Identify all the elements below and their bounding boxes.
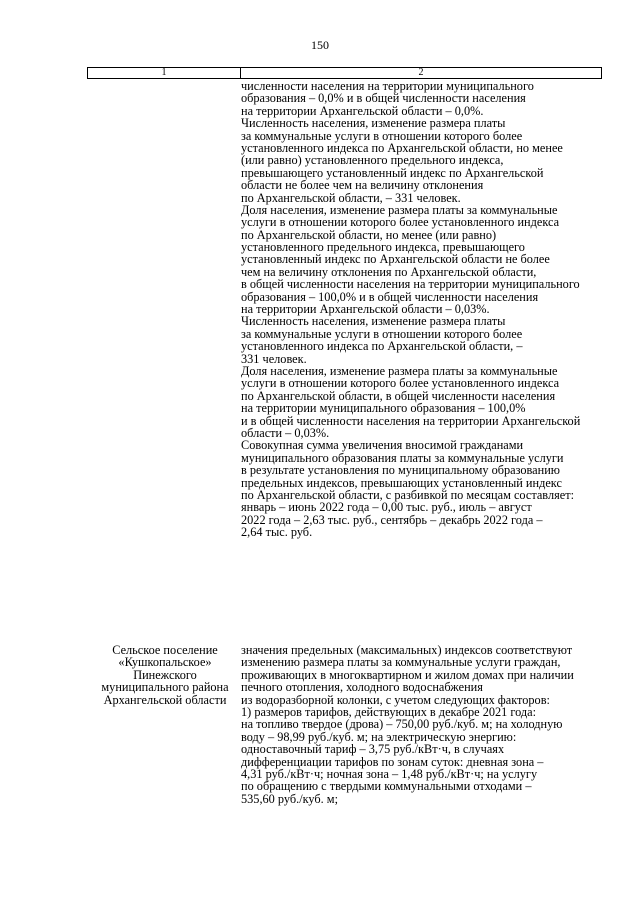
text-line: печного отопления, холодного водоснабжения — [241, 680, 483, 695]
row-continuation-text — [241, 80, 611, 538]
text-line: 2,64 тыс. руб. — [241, 525, 313, 540]
text-line: численности населения на территории муниципального — [241, 79, 534, 93]
text-line: образования – 100,0% и в общей численности населения — [241, 289, 539, 304]
text-line: области – 0,03%. — [241, 425, 330, 440]
text-line: услуги в отношении которого более установленного индекса — [241, 215, 560, 230]
text-line: предельных индексов, превышающих установленный индекс — [241, 475, 562, 490]
text-line: превышающего установленный индекс по Архангельской — [241, 165, 544, 180]
table-header-row — [87, 67, 602, 79]
text-line: установленный индекс по Архангельской области не более — [241, 252, 550, 267]
text-line: 1) размеров тарифов, действующих в декабре 2021 года: — [241, 704, 537, 719]
text-line: Совокупная сумма увеличения вносимой гражданами — [241, 438, 524, 453]
table-header-col-2: 2 — [418, 67, 424, 78]
text-line: установленного предельного индекса, превышающего — [241, 240, 525, 255]
table-header-col-1: 1 — [88, 68, 241, 78]
text-line: в результате установления по муниципальному образованию — [241, 463, 560, 478]
text-line: 331 человек. — [241, 351, 307, 366]
text-line: Численность населения, изменение размера платы — [241, 314, 506, 329]
text-line: на территории Архангельской области – 0,0%. — [241, 103, 484, 118]
text-line: (или равно) установленного предельного индекса, — [241, 153, 504, 168]
text-line: муниципального образования платы за коммунальные услуги — [241, 450, 564, 465]
text-line: изменению размера платы за коммунальные услуги граждан, — [241, 655, 561, 670]
text-line: 2022 года – 2,63 тыс. руб., сентябрь – декабрь 2022 года – — [241, 512, 543, 527]
text-line: январь – июнь 2022 года – 0,00 тыс. руб., июль – август — [241, 500, 532, 515]
text-line: Доля населения, изменение размера платы за коммунальные — [241, 363, 558, 378]
text-line: Пинежского — [133, 667, 197, 682]
text-line: Сельское поселение — [112, 643, 218, 657]
text-line: по Архангельской области, но менее (или равно) — [241, 227, 497, 242]
text-line: услуги в отношении которого более установленного индекса — [241, 376, 560, 391]
text-line: в общей численности населения на территории муниципального — [241, 277, 580, 292]
text-line: на топливо твердое (дрова) – 750,00 руб./куб. м; на холодную — [241, 717, 563, 732]
text-line: по Архангельской области, – 331 человек. — [241, 190, 461, 205]
text-line: и в общей численности населения на территории Архангельской — [241, 413, 581, 428]
text-line: за коммунальные услуги в отношении которого более — [241, 326, 523, 341]
text-line: 4,31 руб./кВт·ч; ночная зона – 1,48 руб./кВт·ч; на услугу — [241, 766, 538, 781]
page-number: 150 — [311, 38, 329, 52]
text-line: образования – 0,0% и в общей численности населения — [241, 91, 526, 106]
text-line: воду – 98,99 руб./куб. м; на электрическую энергию: — [241, 729, 517, 744]
text-line: 535,60 руб./куб. м; — [241, 791, 338, 806]
text-line: муниципального района — [101, 680, 229, 695]
text-line: «Кушкопальское» — [118, 655, 212, 670]
text-line: из водоразборной колонки, с учетом следующих факторов: — [241, 692, 550, 707]
text-line: на территории муниципального образования – 100,0% — [241, 401, 526, 416]
text-line: Доля населения, изменение размера платы за коммунальные — [241, 202, 558, 217]
text-line: по Архангельской области, в общей численности населения — [241, 388, 556, 403]
text-line: значения предельных (максимальных) индексов соответствуют — [241, 643, 573, 657]
text-line: установленного индекса по Архангельской области, – — [241, 339, 523, 354]
text-line: установленного индекса по Архангельской области, но менее — [241, 140, 563, 155]
text-line: области не более чем на величину отклонения — [241, 178, 484, 193]
municipality-name-cell — [90, 644, 240, 706]
text-line: на территории Архангельской области – 0,03%. — [241, 302, 490, 317]
text-line: одноставочный тариф – 3,75 руб./кВт·ч, в случаях — [241, 742, 505, 757]
text-line: Численность населения, изменение размера платы — [241, 116, 506, 131]
text-line: чем на величину отклонения по Архангельской области, — [241, 264, 537, 279]
text-line: за коммунальные услуги в отношении которого более — [241, 128, 523, 143]
text-line: по Архангельской области, с разбивкой по месяцам составляет: — [241, 487, 574, 502]
row-index-description-text — [241, 644, 611, 805]
text-line: по обращению с твердыми коммунальными отходами – — [241, 779, 532, 794]
text-line: Архангельской области — [103, 692, 227, 707]
text-line: дифференциации тарифов по зонам суток: дневная зона – — [241, 754, 544, 769]
text-line: проживающих в многоквартирном и жилом домах при наличии — [241, 667, 574, 682]
